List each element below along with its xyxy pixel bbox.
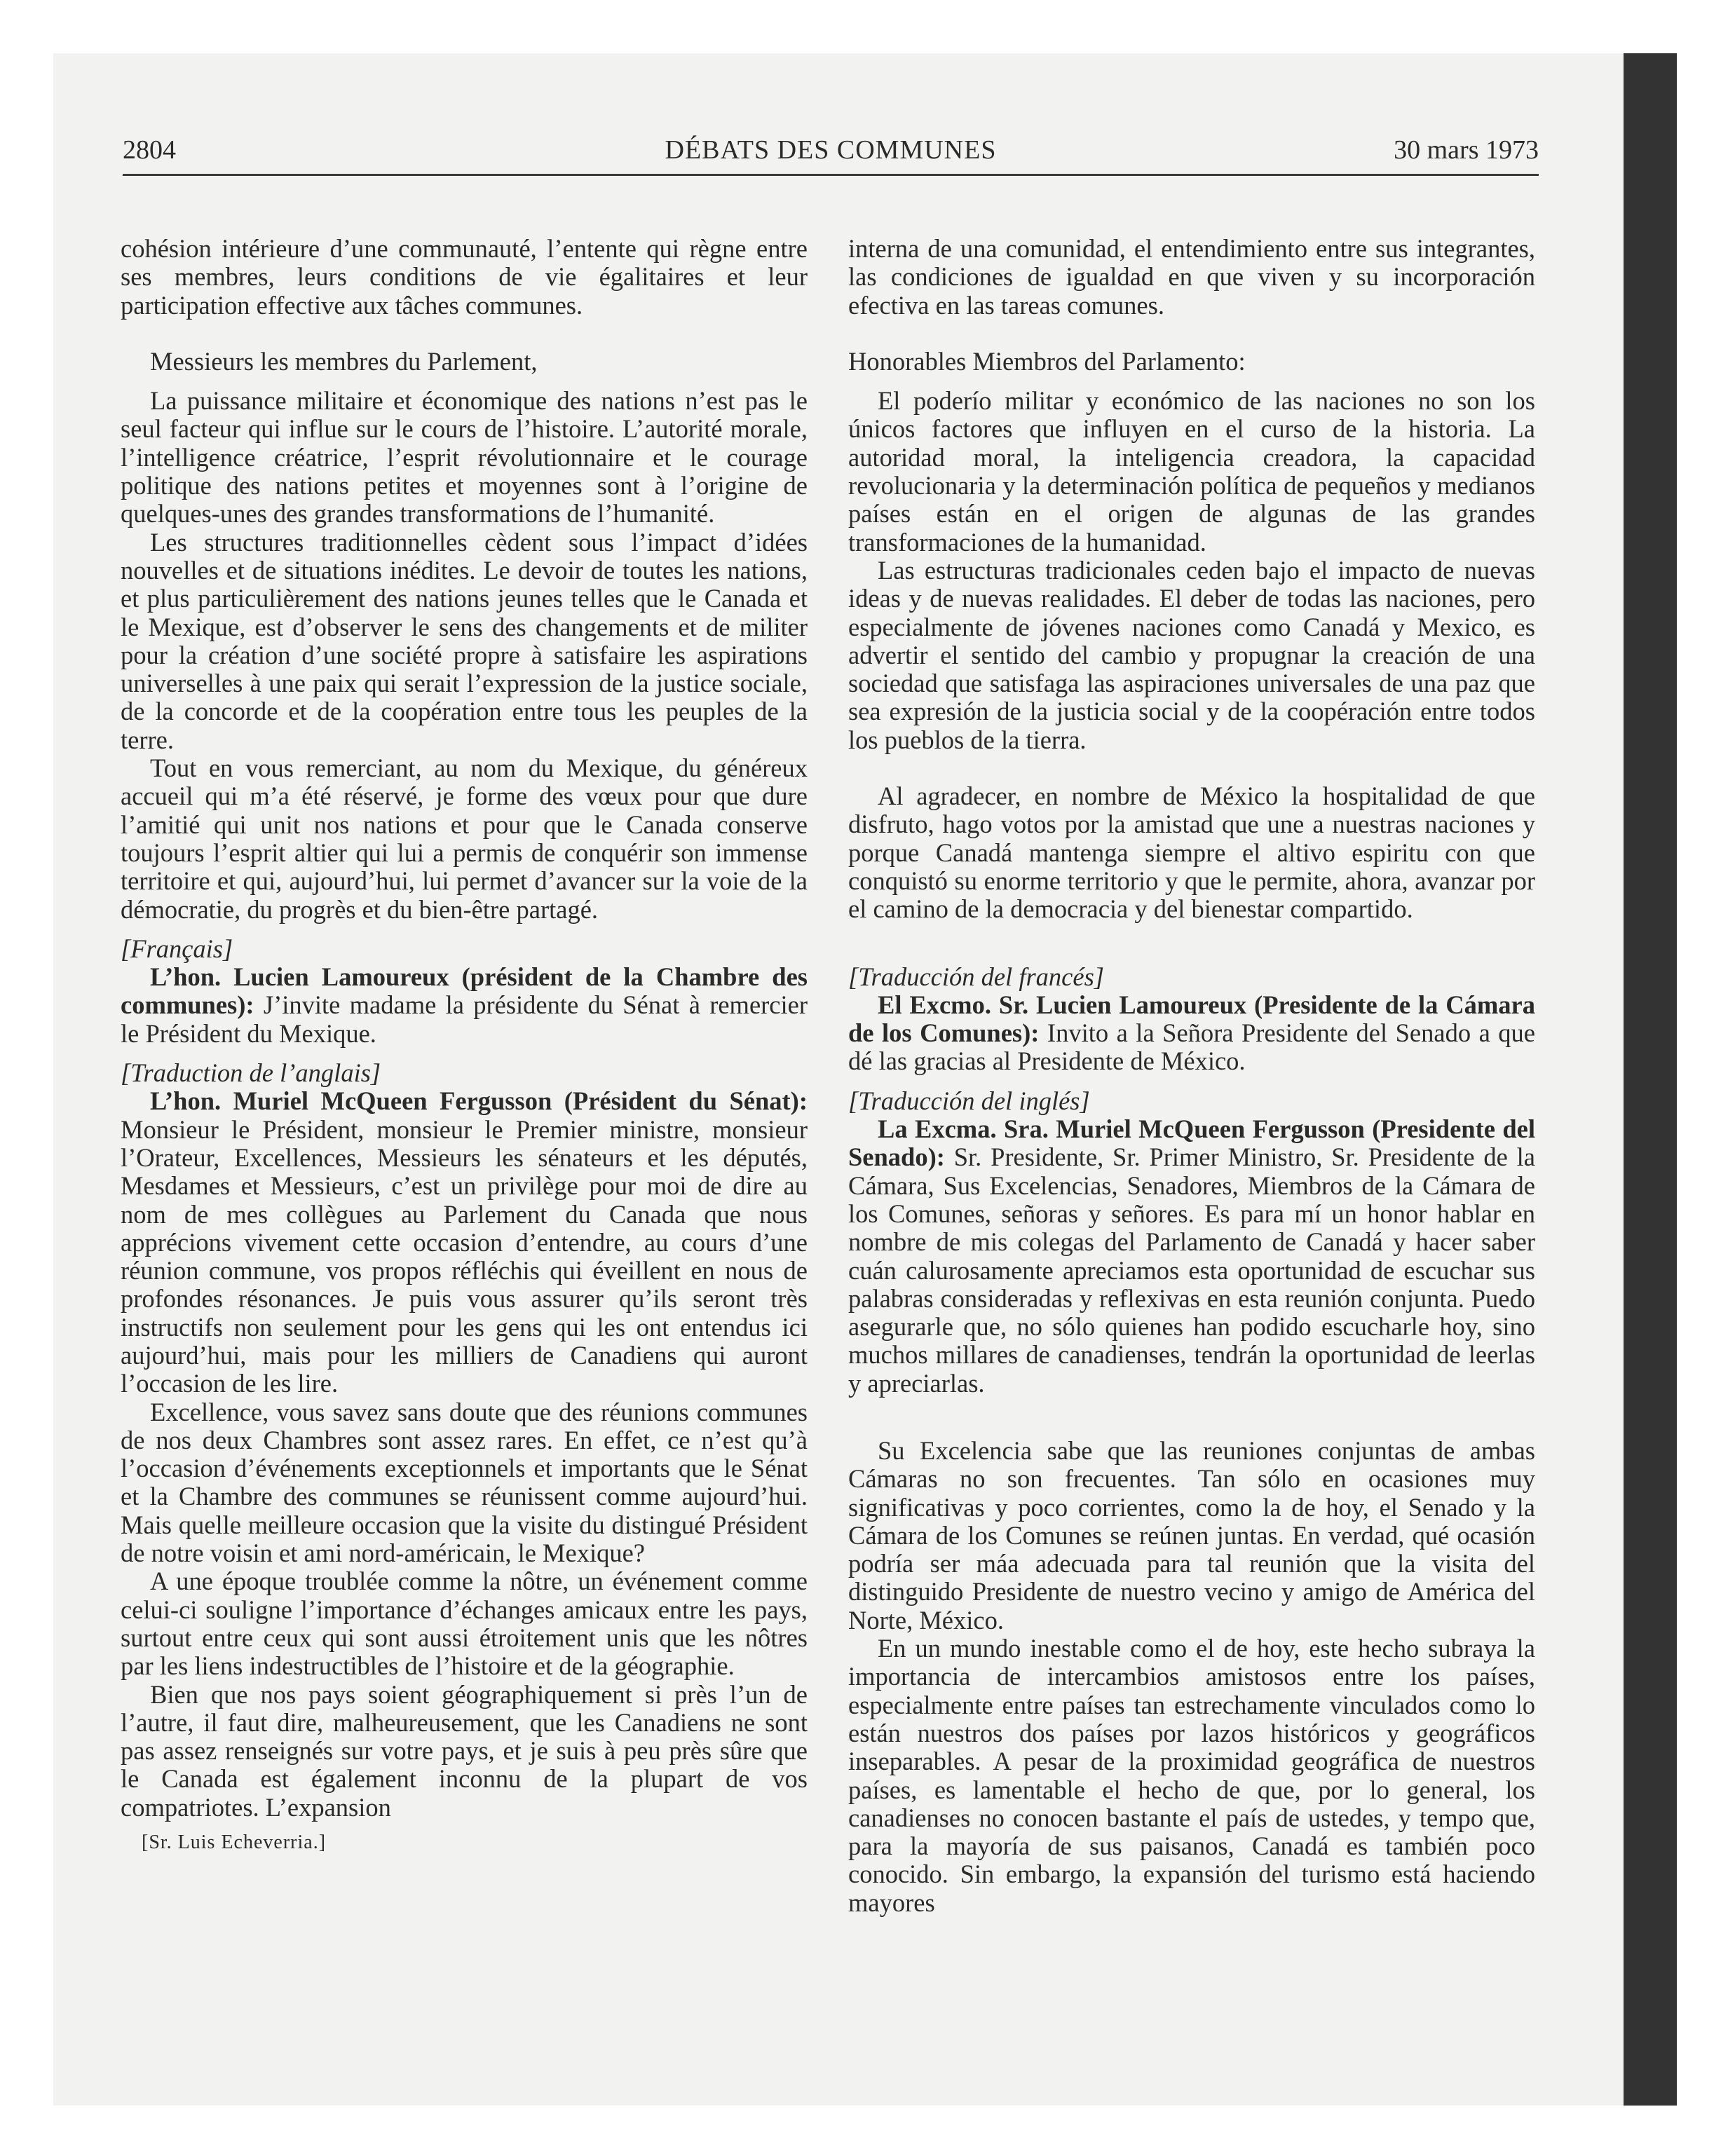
es-paragraph-1: interna de una comunidad, el entendimiento entre sus integrantes, las condiciones de igualdad en que viven y su incorporación efectiva en las tareas comunes. (848, 234, 1535, 320)
spanish-column (848, 235, 1535, 1917)
fr-salutation: Messieurs les membres du Parlement, (150, 346, 538, 376)
fr-paragraph-2: La puissance militaire et économique des nations n’est pas le seul facteur qui influe sur le cours de l’histoire. L’autorité morale, l’intelligence créatrice, l’esprit révolutionnaire et le courage politique des nations petites et moyennes sont à l’origine de quelques-unes des grandes transformations de l’humanité. (121, 386, 808, 528)
es-speech-2 (848, 1115, 1535, 1398)
fr-paragraph-3: Les structures traditionnelles cèdent sous l’impact d’idées nouvelles et de situations inédites. Le devoir de toutes les nations, et plus particulièrement des nations jeunes telles que le Canada et le Mexique, est d’observer le sens des changements et de militer pour la création d’une société propre à satisfaire les aspirations universelles à une paix qui serait l’expression de la justice sociale, de la concorde et de la coopération entre tous les peuples de la terre. (121, 527, 808, 754)
es-speech-1-text: Invito a la Señora Presidente del Senado a que dé las gracias al Presidente de México. (848, 1018, 1535, 1076)
fr-speech-2 (121, 1087, 808, 1398)
fr-language-tag-2: [Traduction de l’anglais] (121, 1058, 381, 1088)
es-paragraph-5: Su Excelencia sabe que las reuniones conjuntas de ambas Cámaras no son frecuentes. Tan sólo en ocasiones muy significativas y poco corrientes, como la de hoy, el Senado y la Cámara de los Comunes se reúnen juntas. En verdad, qué ocasión podría ser máa adecuada para tal reunión que la visita del distinguido Presidente de nuestro vecino y amigo de América del Norte, México. (848, 1435, 1535, 1635)
fr-speech-2-text: Monsieur le Président, monsieur le Premier ministre, monsieur l’Orateur, Excellences, Messieurs les sénateurs et les députés, Mesdames et Messieurs, c’est un privilège pour moi de dire au nom de mes collègues au Parlement du Canada que nous apprécions vivement cette occasion d’entendre, au cours d’une réunion commune, vos propos réfléchis qui éveillent en nous de profondes résonances. Je puis vous assurer qu’ils seront très instructifs non seulement pour les gens qui les ont entendus ici aujourd’hui, mais pour les milliers de Canadiens qui auront l’occasion de les lire. (121, 1114, 808, 1398)
fr-paragraph-1: cohésion intérieure d’une communauté, l’entente qui règne entre ses membres, leurs conditions de vie égalitaires et leur participation effective aux tâches communes. (121, 234, 808, 320)
fr-speaker-2: L’hon. Muriel McQueen Fergusson (Président du Sénat): (150, 1086, 808, 1116)
fr-language-tag-1: [Français] (121, 934, 233, 963)
es-speech-1 (848, 991, 1535, 1076)
page-number: 2804 (123, 135, 176, 165)
fr-paragraph-4: Tout en vous remerciant, au nom du Mexique, du généreux accueil qui m’a été réservé, je forme des vœux pour que dure l’amitié qui unit nos nations et pour que le Canada conserve toujours l’esprit altier qui lui a permis de conquérir son immense territoire et qui, aujourd’hui, lui permet d’avancer sur la voie de la démocratie, du progrès et du bien-être partagé. (121, 753, 808, 924)
fr-paragraph-5: Excellence, vous savez sans doute que des réunions communes de nos deux Chambres sont assez rares. En effet, ce n’est qu’à l’occasion d’événements exceptionnels et importants que le Sénat et la Chambre des communes se réunissent comme aujourd’hui. Mais quelle meilleure occasion que la visite du distingué Président de notre voisin et ami nord-américain, le Mexique? (121, 1397, 808, 1568)
es-paragraph-2: El poderío militar y económico de las naciones no son los únicos factores que influyen en el curso de la historia. La autoridad moral, la inteligencia creadora, la capacidad revolucionaria y la determinación política de pequeños y medianos países están en el origen de algunas de las grandes transformaciones de la humanidad. (848, 386, 1535, 557)
issue-date: 30 mars 1973 (1394, 135, 1539, 165)
es-salutation: Honorables Miembros del Parlamento: (848, 346, 1246, 376)
speaker-attribution: [Sr. Luis Echeverria.] (142, 1831, 327, 1854)
publication-title: DÉBATS DES COMMUNES (665, 135, 997, 165)
fr-paragraph-7: Bien que nos pays soient géographiquement si près l’un de l’autre, il faut dire, malheureusement, que les Canadiens ne sont pas assez renseignés sur votre pays, et je suis à peu près sûre que le Canada est également inconnu de la plupart de vos compatriotes. L’expansion (121, 1679, 808, 1822)
es-language-tag-2: [Traducción del inglés] (848, 1086, 1090, 1115)
es-paragraph-3: Las estructuras tradicionales ceden bajo el impacto de nuevas ideas y de nuevas realidades. El deber de todas las naciones, pero especialmente de jóvenes naciones como Canadá y Mexico, es advertir el sentido del cambio y propugnar la creación de una sociedad que satisfaga las aspiraciones universales de una paz que sea expresión de la justicia social y de la coopéración entre todos los pueblos de la tierra. (848, 555, 1535, 754)
fr-speech-1 (121, 963, 808, 1048)
fr-speaker-1: L’hon. Lucien Lamoureux (président de la Chambre des communes): (121, 962, 808, 1020)
fr-paragraph-6: A une époque troublée comme la nôtre, un événement comme celui-ci souligne l’importance d’échanges amicaux entre les pays, surtout entre ceux qui sont aussi étroitement unis que les nôtres par les liens indestructibles de l’histoire et de la géographie. (121, 1567, 808, 1681)
es-speaker-1: El Excmo. Sr. Lucien Lamoureux (Presidente de la Cámara de los Comunes): (848, 990, 1535, 1048)
page-header (123, 135, 1539, 176)
es-speaker-2: La Excma. Sra. Muriel McQueen Fergusson (Presidente del Senado): (848, 1114, 1535, 1172)
es-paragraph-6: En un mundo inestable como el de hoy, este hecho subraya la importancia de intercambios amistosos entre los países, especialmente entre países tan estrechamente vinculados como lo están nuestros dos países por lazos históricos y geográficos inseparables. A pesar de la proximidad geográfica de nuestros países, es lamentable el hecho de que, por lo general, los canadienses no conocen bastante el país de ustedes, y tempo que, para la mayoría de sus paisanos, Canadá es también poco conocido. Sin embargo, la expansión del turismo está haciendo mayores (848, 1634, 1535, 1917)
es-speech-2-text: Sr. Presidente, Sr. Primer Ministro, Sr. Presidente de la Cámara, Sus Excelencias, Senadores, Miembros de la Cámara de los Comunes, señoras y señores. Es para mí un honor hablar en nombre de mis colegas del Parlamento de Canadá y hacer saber cuán calurosamente apreciamos esta oportunidad de escuchar sus palabras consideradas y reflexivas en esta reunión conjunta. Puedo asegurarle que, no sólo quienes han podido escucharle hoy, sino muchos millares de canadienses, tendrán la oportunidad de leerlas y apreciarlas. (848, 1142, 1535, 1398)
es-paragraph-4: Al agradecer, en nombre de México la hospitalidad de que disfruto, hago votos por la amistad que une a nuestras naciones y porque Canadá mantenga siempre el altivo espiritu con que conquistó su enorme territorio y que le permite, ahora, avanzar por el camino de la democracia y del bienestar compartido. (848, 782, 1535, 924)
scan-edge-shadow (1624, 53, 1677, 2106)
fr-speech-1-text: J’invite madame la présidente du Sénat à remercier le Président du Mexique. (121, 990, 808, 1048)
french-column (121, 235, 808, 1857)
es-language-tag-1: [Traducción del francés] (848, 962, 1104, 991)
